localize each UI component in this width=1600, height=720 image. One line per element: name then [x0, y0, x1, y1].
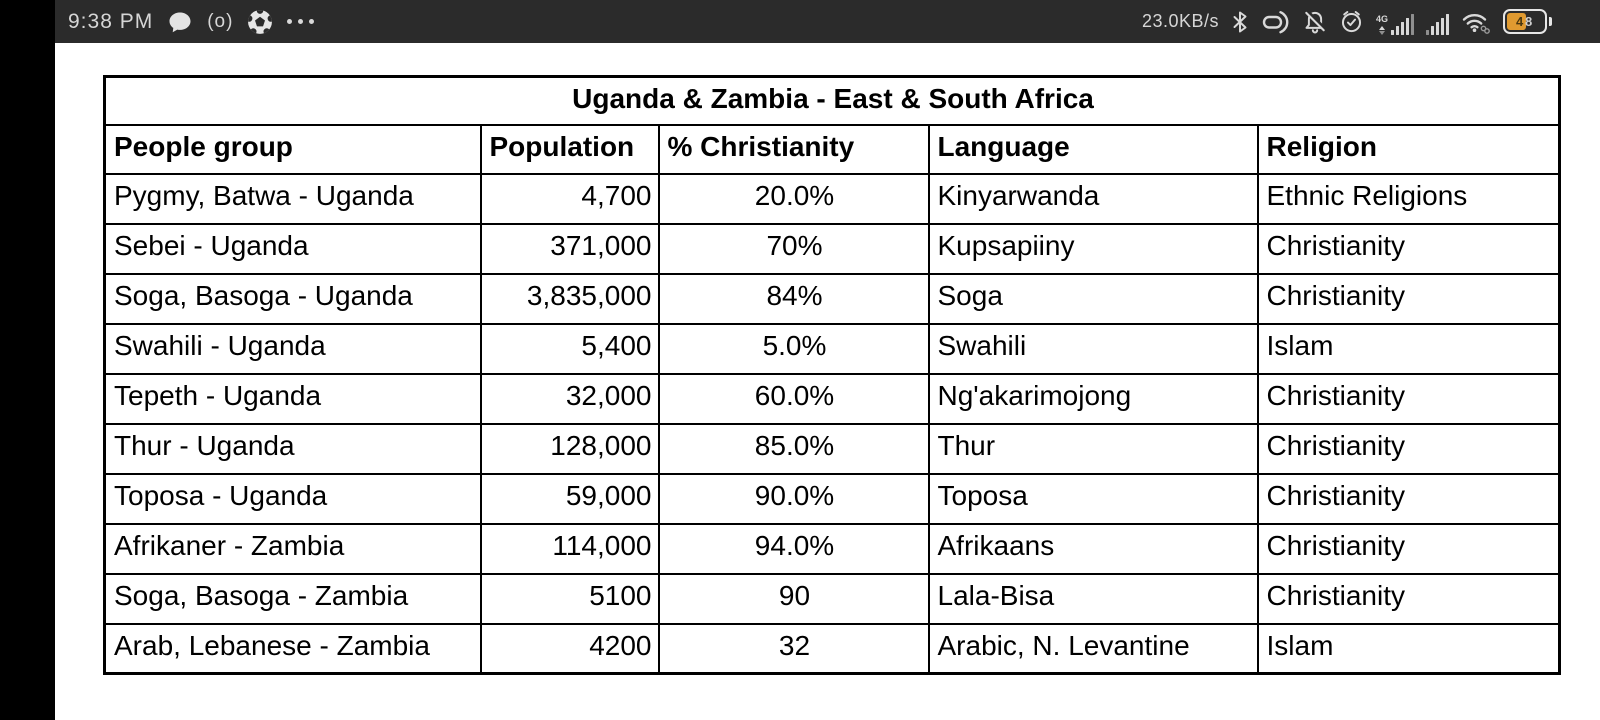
battery-icon: [1503, 9, 1552, 34]
signal-bars: [1391, 14, 1414, 35]
column-header-christianity: % Christianity: [659, 125, 929, 174]
cell-religion: Christianity: [1258, 224, 1560, 274]
cell-people-group: Soga, Basoga - Zambia: [105, 574, 481, 624]
status-bar[interactable]: [0, 0, 1600, 43]
network-badge: [1376, 15, 1388, 35]
cell-language: Swahili: [929, 324, 1258, 374]
status-bar-right: [1142, 0, 1552, 43]
cell-population: 5100: [481, 574, 659, 624]
people-groups-table: [103, 75, 1561, 675]
more-icon: [287, 19, 314, 24]
cell-christianity-pct: 5.0%: [659, 324, 929, 374]
table-title: Uganda & Zambia - East & South Africa: [105, 77, 1560, 125]
table-title-row: [105, 77, 1560, 125]
table-row: [105, 174, 1560, 224]
battery-level: 4: [1516, 14, 1524, 29]
cell-people-group: Tepeth - Uganda: [105, 374, 481, 424]
soccer-ball-icon: [247, 9, 273, 35]
cell-religion: Christianity: [1258, 274, 1560, 324]
cell-population: 3,835,000: [481, 274, 659, 324]
cell-people-group: Afrikaner - Zambia: [105, 524, 481, 574]
column-header-religion: Religion: [1258, 125, 1560, 174]
cell-religion: Ethnic Religions: [1258, 174, 1560, 224]
network-speed: 23.0KB/s: [1141, 11, 1219, 31]
mute-bell-icon: [1303, 10, 1327, 34]
cell-language: Thur: [929, 424, 1258, 474]
table-header-row: [105, 125, 1560, 174]
cell-language: Kupsapiiny: [929, 224, 1258, 274]
table-row: [105, 624, 1560, 674]
cell-population: 4200: [481, 624, 659, 674]
table-row: [105, 474, 1560, 524]
status-bar-left: [68, 0, 314, 43]
cell-language: Soga: [929, 274, 1258, 324]
cell-christianity-pct: 60.0%: [659, 374, 929, 424]
cell-language: Ng'akarimojong: [929, 374, 1258, 424]
screen-bezel: [0, 0, 55, 720]
cell-people-group: Sebei - Uganda: [105, 224, 481, 274]
cell-language: Arabic, N. Levantine: [929, 624, 1258, 674]
battery-nub: [1549, 17, 1553, 26]
cell-population: 5,400: [481, 324, 659, 374]
signal-sim2-icon: [1426, 9, 1449, 35]
cell-christianity-pct: 90.0%: [659, 474, 929, 524]
table-row: [105, 324, 1560, 374]
cell-christianity-pct: 90: [659, 574, 929, 624]
cell-religion: Christianity: [1258, 574, 1560, 624]
cell-religion: Christianity: [1258, 424, 1560, 474]
cell-people-group: Arab, Lebanese - Zambia: [105, 624, 481, 674]
link-badge-icon: [1481, 26, 1489, 33]
bluetooth-icon: [1231, 10, 1249, 34]
table-row: [105, 274, 1560, 324]
cell-population: 114,000: [481, 524, 659, 574]
table-row: [105, 574, 1560, 624]
cell-religion: Islam: [1258, 324, 1560, 374]
cell-christianity-pct: 32: [659, 624, 929, 674]
earphones-icon: [1261, 9, 1291, 35]
cell-christianity-pct: 85.0%: [659, 424, 929, 474]
column-header-language: Language: [929, 125, 1258, 174]
cell-christianity-pct: 20.0%: [659, 174, 929, 224]
table-row: [105, 374, 1560, 424]
document-page[interactable]: [55, 43, 1600, 720]
wifi-icon: [1461, 10, 1491, 34]
alarm-clock-icon: [1339, 9, 1364, 34]
status-time: 9:38 PM: [68, 9, 154, 33]
column-header-people-group: People group: [105, 125, 481, 174]
signal-sim1-icon: [1376, 9, 1414, 35]
table-row: [105, 224, 1560, 274]
cell-people-group: Thur - Uganda: [105, 424, 481, 474]
cell-population: 128,000: [481, 424, 659, 474]
cell-people-group: Toposa - Uganda: [105, 474, 481, 524]
cell-religion: Islam: [1258, 624, 1560, 674]
cell-people-group: Soga, Basoga - Uganda: [105, 274, 481, 324]
screen-record-icon: (o): [207, 10, 234, 32]
cell-christianity-pct: 84%: [659, 274, 929, 324]
network-type-label: 4G: [1375, 13, 1388, 24]
cell-population: 32,000: [481, 374, 659, 424]
cell-population: 59,000: [481, 474, 659, 524]
chat-bubble-icon: [167, 10, 193, 34]
data-up-arrow-icon: [1379, 26, 1385, 30]
cell-religion: Christianity: [1258, 524, 1560, 574]
cell-language: Toposa: [929, 474, 1258, 524]
cell-population: 371,000: [481, 224, 659, 274]
cell-people-group: Swahili - Uganda: [105, 324, 481, 374]
cell-language: Lala-Bisa: [929, 574, 1258, 624]
column-header-population: Population: [481, 125, 659, 174]
signal-bars: [1426, 14, 1449, 35]
table-row: [105, 424, 1560, 474]
cell-language: Kinyarwanda: [929, 174, 1258, 224]
cell-population: 4,700: [481, 174, 659, 224]
cell-religion: Christianity: [1258, 474, 1560, 524]
battery-level: 8: [1525, 14, 1533, 29]
cell-religion: Christianity: [1258, 374, 1560, 424]
data-down-arrow-icon: [1379, 31, 1385, 35]
cell-christianity-pct: 70%: [659, 224, 929, 274]
cell-christianity-pct: 94.0%: [659, 524, 929, 574]
cell-people-group: Pygmy, Batwa - Uganda: [105, 174, 481, 224]
table-row: [105, 524, 1560, 574]
cell-language: Afrikaans: [929, 524, 1258, 574]
